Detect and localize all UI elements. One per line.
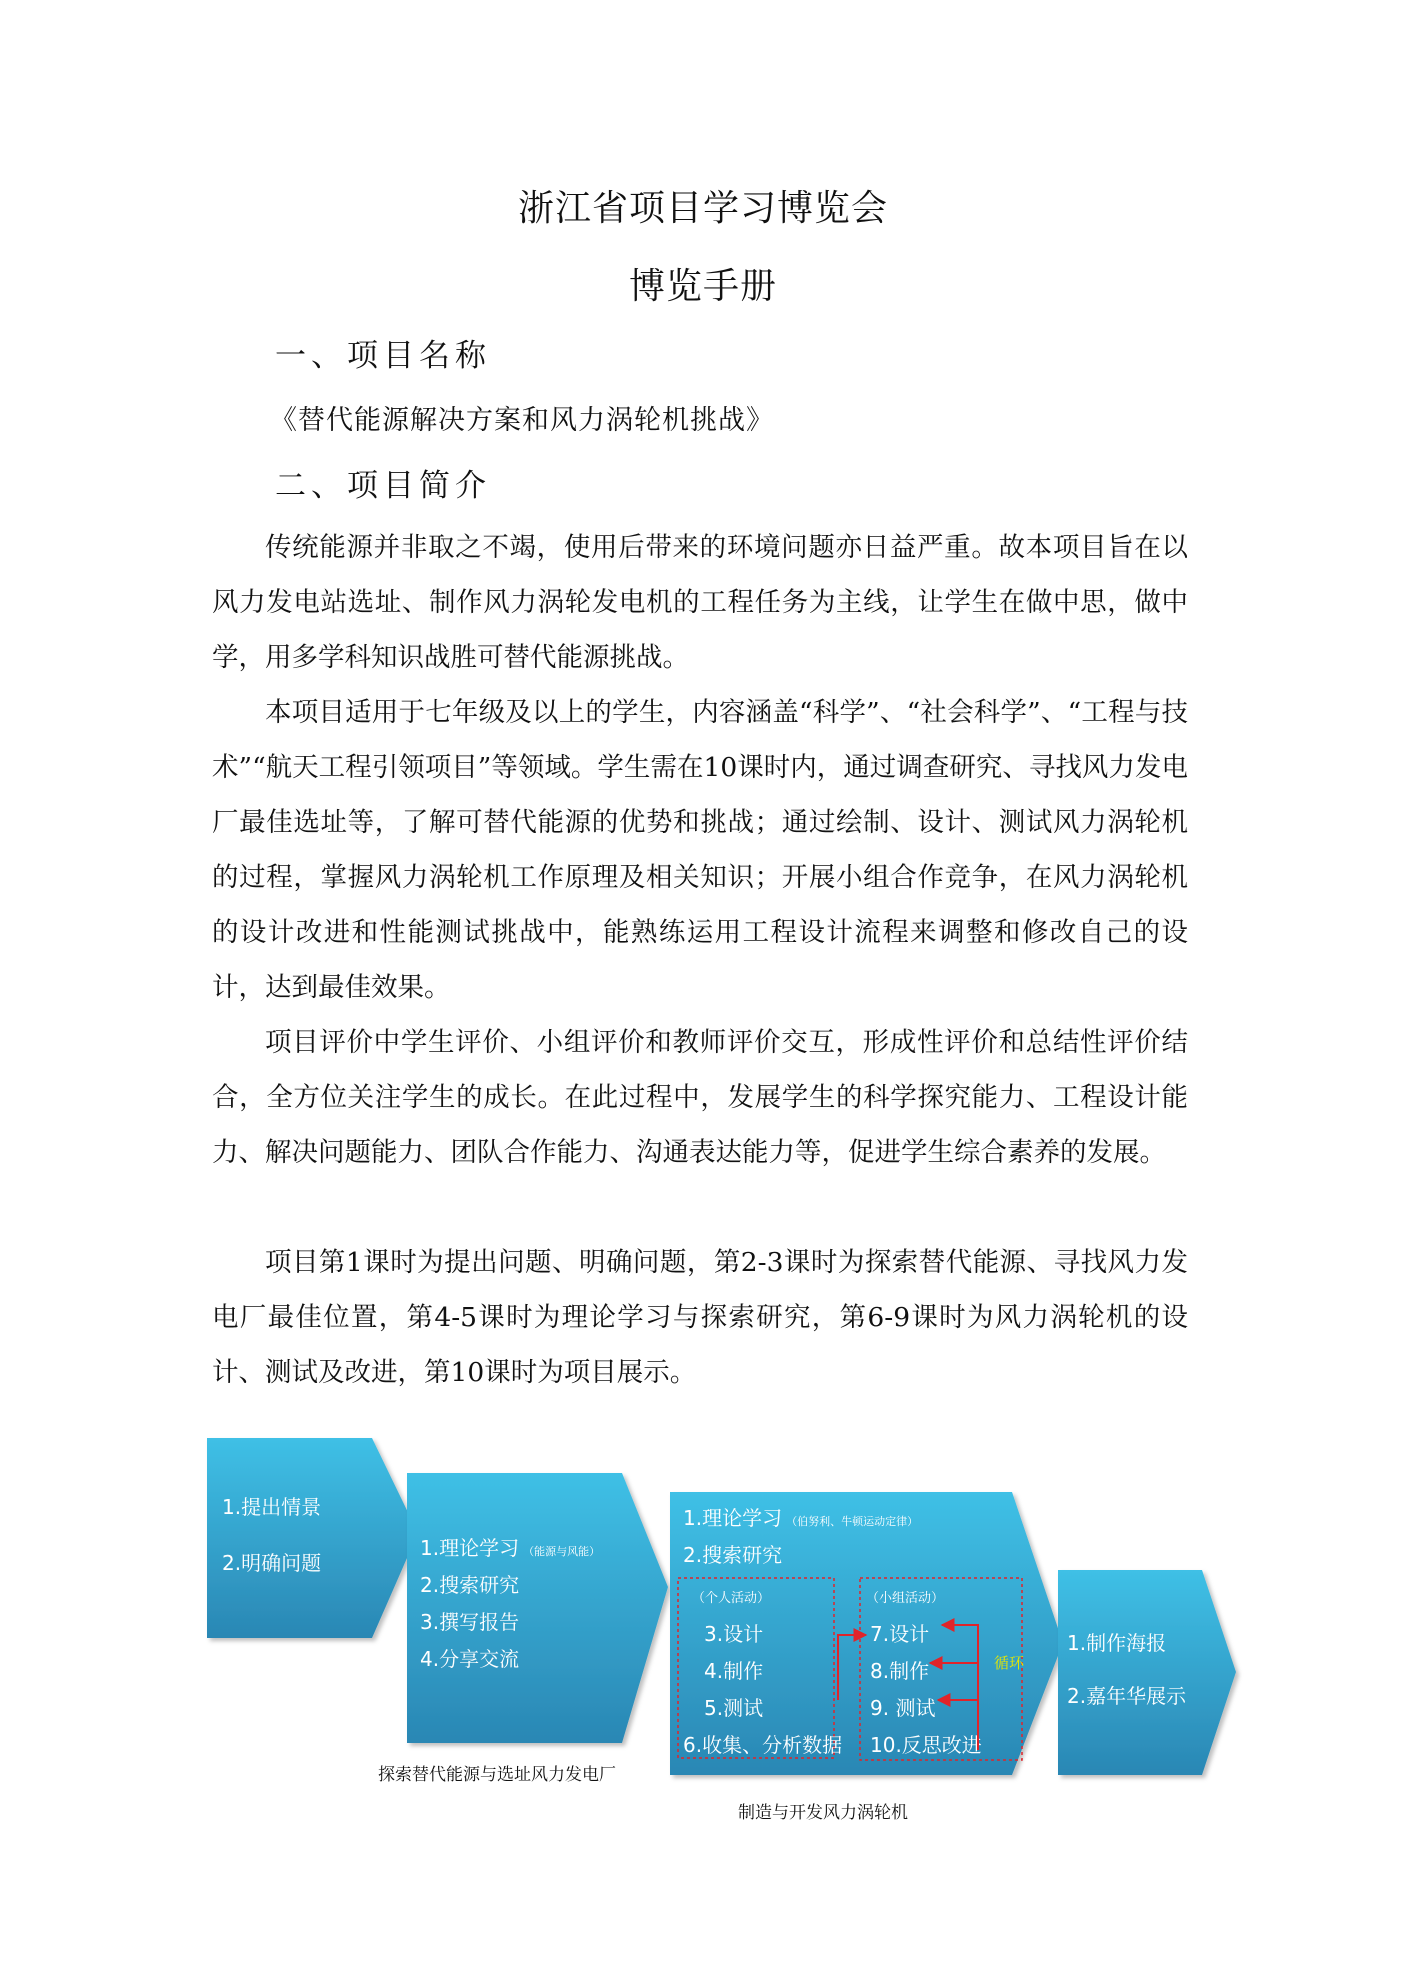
flow-step2-caption: 探索替代能源与选址风力发电厂 (378, 1765, 616, 1785)
flow-step3-item: 7.设计 (870, 1622, 930, 1646)
intro-paragraph: 传统能源并非取之不竭，使用后带来的环境问题亦日益严重。故本项目旨在以风力发电站选址、制作风力涡轮发电机的工程任务为主线，让学生在做中思，做中学，用多学科知识战胜可替代能源挑战。 (212, 532, 1188, 673)
project-name: 《替代能源解决方案和风力涡轮机挑战》 (270, 405, 774, 436)
flow-step3-caption: 制造与开发风力涡轮机 (738, 1803, 908, 1823)
flow-step1-item: 2.明确问题 (222, 1551, 322, 1575)
flow-step2-arrow (407, 1473, 668, 1743)
section-heading-name: 一、项目名称 (275, 338, 491, 374)
flow-step4-arrow (1058, 1570, 1236, 1775)
intro-paragraph: 项目第1课时为提出问题、明确问题，第2-3课时为探索替代能源、寻找风力发电厂最佳位置，第4-5课时为理论学习与探索研究，第6-9课时为风力涡轮机的设计、测试及改进，第10课时为项目展示。 (212, 1247, 1188, 1388)
flow-step2-item: 1.理论学习 (420, 1536, 520, 1560)
intro-paragraph: 项目评价中学生评价、小组评价和教师评价交互，形成性评价和总结性评价结合，全方位关注学生的成长。在此过程中，发展学生的科学探究能力、工程设计能力、解决问题能力、团队合作能力、沟通表达能力等，促进学生综合素养的发展。 (212, 1027, 1188, 1168)
flow-step1-arrow (207, 1438, 418, 1638)
section-heading-intro: 二、项目简介 (275, 468, 491, 504)
intro-paragraph: 本项目适用于七年级及以上的学生，内容涵盖“科学”、“社会科学”、“工程与技术”“航天工程引领项目”等领域。学生需在10课时内，通过调查研究、寻找风力发电厂最佳选址等，了解可替代能源的优势和挑战；通过绘制、设计、测试风力涡轮机的过程，掌握风力涡轮机工作原理及相关知识；开展小组合作竞争，在风力涡轮机的设计改进和性能测试挑战中，能熟练运用工程设计流程来调整和修改自己的设计，达到最佳效果。 (212, 697, 1188, 1003)
flow-step2-note: （能源与风能） (523, 1545, 601, 1558)
group-activity-label: （小组活动） (866, 1591, 945, 1606)
flow-step2-item: 2.搜索研究 (420, 1573, 520, 1597)
flow-step1-item: 1.提出情景 (222, 1495, 322, 1519)
flow-step3-item: 5.测试 (704, 1696, 764, 1720)
document-title: 浙江省项目学习博览会 (517, 188, 888, 229)
flow-step3-item: 1.理论学习 (683, 1506, 783, 1530)
flow-step3-item: 4.制作 (704, 1659, 764, 1683)
flow-step3-item: 10.反思改进 (870, 1733, 982, 1757)
flow-step2-item: 4.分享交流 (420, 1647, 520, 1671)
flow-step3-item: 2.搜索研究 (683, 1543, 783, 1567)
loop-label: 循环 (994, 1654, 1025, 1672)
flow-step3-note: （伯努利、牛顿运动定律） (786, 1515, 919, 1528)
flow-step3-item: 8.制作 (870, 1659, 930, 1683)
flow-step4-item: 1.制作海报 (1067, 1631, 1167, 1655)
flow-step2-item: 3.撰写报告 (420, 1610, 520, 1634)
flow-step3-item: 3.设计 (704, 1622, 764, 1646)
flow-step3-item: 9. 测试 (870, 1696, 936, 1720)
flow-step4-item: 2.嘉年华展示 (1067, 1684, 1187, 1708)
document-subtitle: 博览手册 (628, 266, 777, 307)
individual-activity-label: （个人活动） (692, 1591, 771, 1606)
flow-step3-item: 6.收集、分析数据 (683, 1733, 843, 1757)
